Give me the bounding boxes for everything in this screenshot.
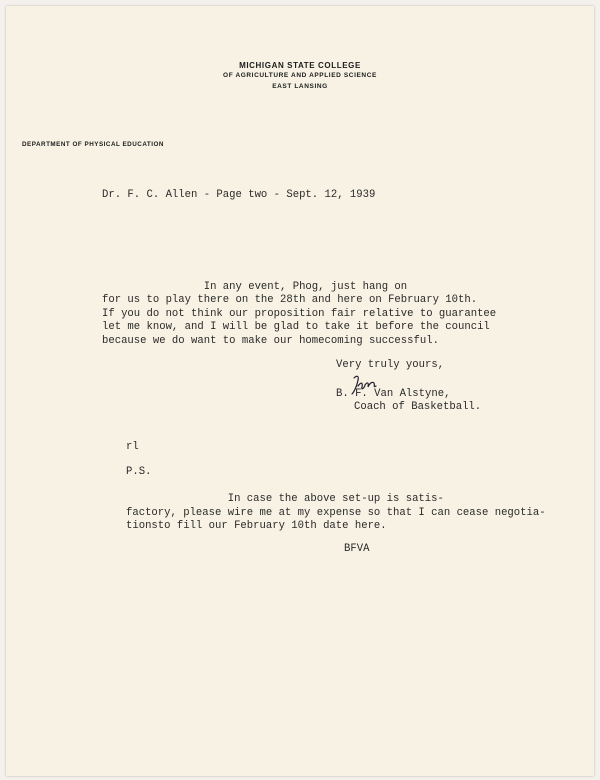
letterhead-subtitle: OF AGRICULTURE AND APPLIED SCIENCE [223,72,377,79]
signer-title: Coach of Basketball. [354,401,482,413]
ps-label: P.S. [126,466,152,478]
page-header: Dr. F. C. Allen - Page two - Sept. 12, 1939 [102,189,376,201]
body-line: let me know, and I will be glad to take it before the council [102,321,490,333]
closing: Very truly yours, [336,359,445,371]
ps-line: tionsto fill our February 10th date here. [126,520,387,532]
body-line: for us to play there on the 28th and here on February 10th. [102,294,478,306]
department-label: DEPARTMENT OF PHYSICAL EDUCATION [22,141,164,148]
ps-line: factory, please wire me at my expense so that I can cease negotia- [126,507,546,519]
signer-name: B. F. Van Alstyne, [336,388,451,400]
body-line: because we do want to make our homecoming successful. [102,335,439,347]
letterhead-institution: MICHIGAN STATE COLLEGE [239,61,361,70]
ps-initials: BFVA [344,543,370,555]
letterhead-location: EAST LANSING [272,83,328,90]
body-line: If you do not think our proposition fair relative to guarantee [102,308,497,320]
typist-initials: rl [126,441,139,453]
ps-line: In case the above set-up is satis- [126,493,444,505]
body-line: In any event, Phog, just hang on [102,281,408,293]
letter-page [6,6,594,776]
